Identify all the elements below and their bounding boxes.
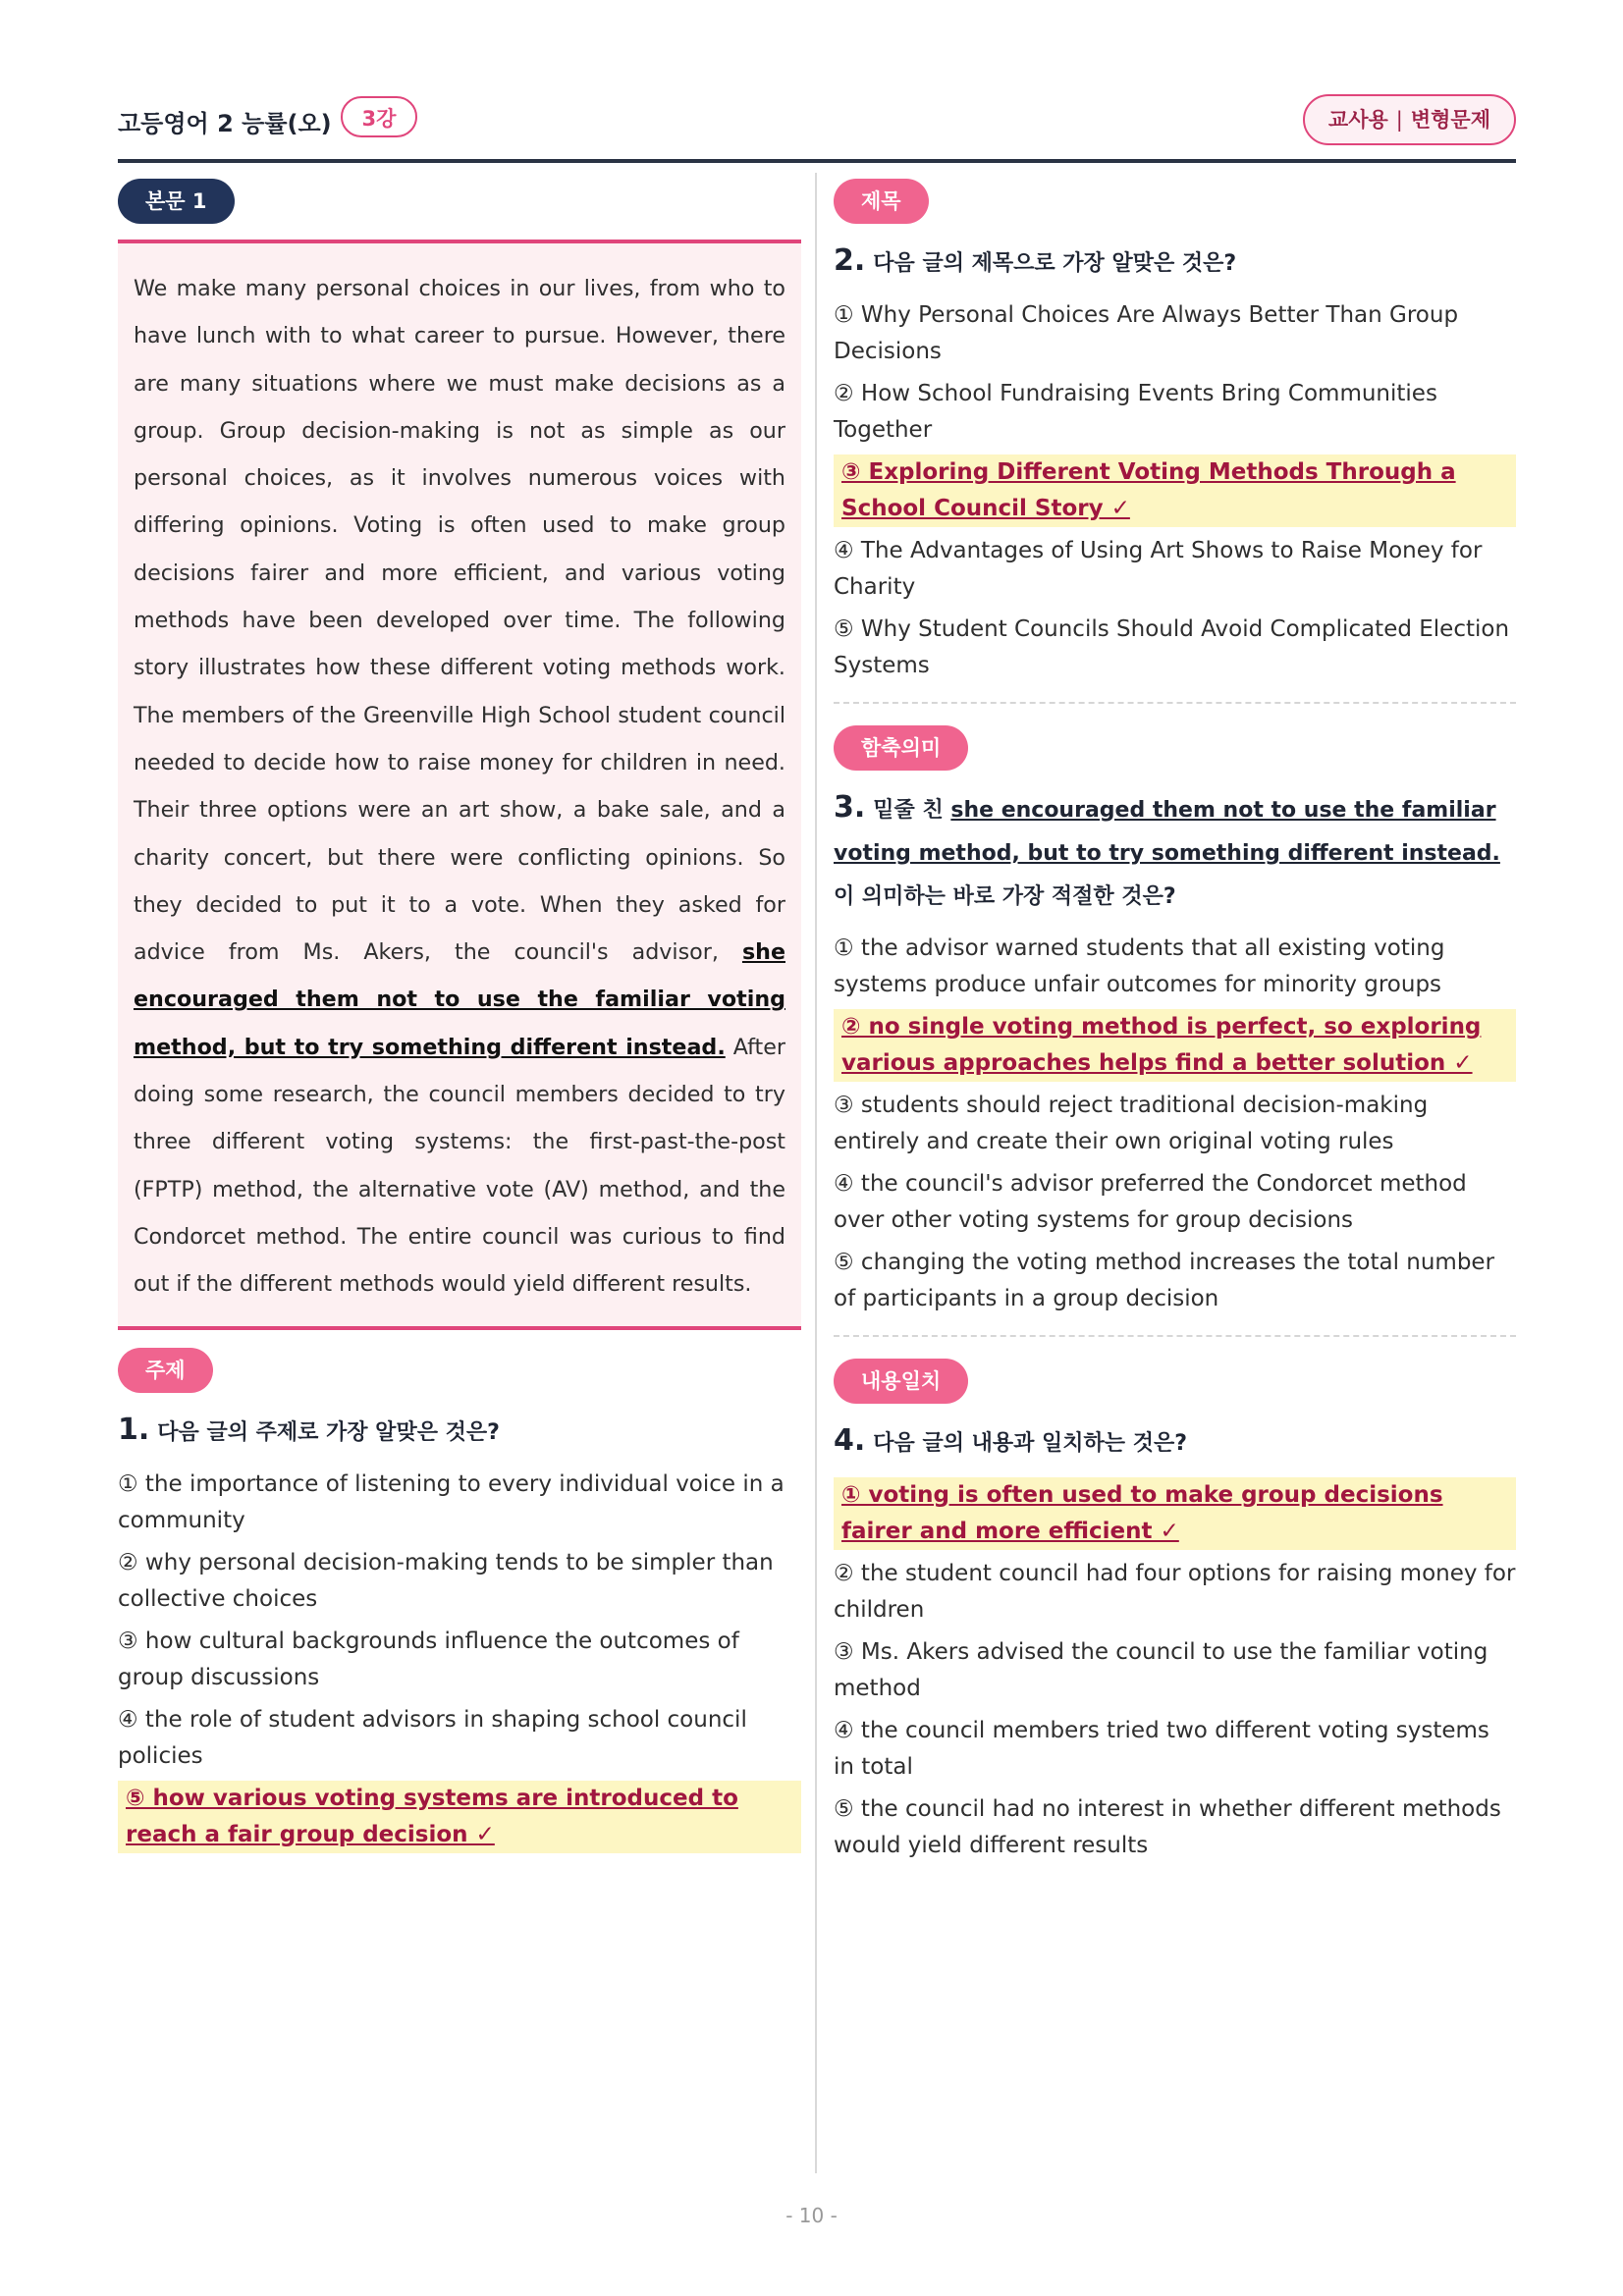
badge-separator: |	[1395, 108, 1403, 132]
q4-tag: 내용일치	[834, 1359, 968, 1404]
q4-option-4: ④ the council members tried two different voting systems in total	[834, 1718, 1489, 1780]
passage-box	[118, 240, 801, 1330]
q1-prompt: 1. 다음 글의 주제로 가장 알맞은 것은?	[118, 1412, 500, 1447]
q2-prompt: 2. 다음 글의 제목으로 가장 알맞은 것은?	[834, 243, 1237, 278]
page-header	[118, 94, 1516, 163]
section-separator	[834, 1335, 1516, 1337]
q2-tag: 제목	[834, 179, 929, 224]
q4-option-2: ② the student council had four options for raising money for children	[834, 1561, 1516, 1623]
q2-option-1: ① Why Personal Choices Are Always Better Than Group Decisions	[834, 302, 1459, 364]
q2-option-3-answer: ③ Exploring Different Voting Methods Through a School Council Story ✓	[834, 454, 1516, 527]
question-3	[834, 786, 1516, 1317]
q2-options	[834, 297, 1516, 684]
page-number: - 10 -	[785, 2204, 838, 2227]
q3-quoted-phrase: she encouraged them not to use the familiar voting method, but to try something different instead.	[834, 798, 1500, 866]
q1-number: 1.	[118, 1412, 150, 1447]
q3-option-4: ④ the council's advisor preferred the Condorcet method over other voting systems for group decisions	[834, 1171, 1467, 1233]
q3-options	[834, 931, 1516, 1317]
q1-option-3: ③ how cultural backgrounds influence the outcomes of group discussions	[118, 1628, 739, 1690]
q2-option-2: ② How School Fundraising Events Bring Communities Together	[834, 381, 1437, 443]
q1-tag: 주제	[118, 1348, 213, 1393]
lesson-badge: 3강	[341, 96, 417, 137]
q4-number: 4.	[834, 1423, 866, 1458]
passage-text-after: After doing some research, the council members decided to try three different voting systems: the first-past-the-post (FPTP) method, the alternative vote (AV) method, and the Condorcet method. The entire council was curious to find out if the different methods would yield different results.	[134, 1034, 785, 1298]
q1-option-4: ④ the role of student advisors in shaping school council policies	[118, 1706, 747, 1769]
q4-options	[834, 1477, 1516, 1864]
q3-option-3: ③ students should reject traditional decision-making entirely and create their own original voting rules	[834, 1093, 1429, 1154]
q2-number: 2.	[834, 243, 866, 278]
passage-text-before: We make many personal choices in our lives, from who to have lunch with to what career to pursue. However, there are many situations where we must make decisions as a group. Group decision-making is not as simple as our personal choices, as it involves numerous voices with differing opinions. Voting is often used to make group decisions fairer and more efficient, and various voting methods have been developed over time. The following story illustrates how these different voting methods work. The members of the Greenville High School student council needed to decide how to raise money for children in need. Their three options were an art show, a bake sale, and a charity concert, but there were conflicting opinions. So they decided to put it to a vote. When they asked for advice from Ms. Akers, the council's advisor,	[134, 276, 785, 966]
right-column	[834, 179, 1516, 1870]
q2-option-4: ④ The Advantages of Using Art Shows to Raise Money for Charity	[834, 538, 1483, 600]
question-2	[834, 240, 1516, 684]
passage-text	[134, 265, 785, 1308]
q1-option-1: ① the importance of listening to every individual voice in a community	[118, 1470, 784, 1533]
question-1	[118, 1409, 801, 1853]
left-column	[118, 179, 801, 1859]
q3-option-2-answer: ② no single voting method is perfect, so exploring various approaches helps find a better solution ✓	[834, 1009, 1516, 1082]
passage-label: 본문 1	[118, 179, 235, 224]
q3-number: 3.	[834, 790, 866, 825]
q4-option-3: ③ Ms. Akers advised the council to use the familiar voting method	[834, 1639, 1488, 1701]
q3-option-1: ① the advisor warned students that all existing voting systems produce unfair outcomes for minority groups	[834, 935, 1445, 997]
q3-tag: 함축의미	[834, 725, 968, 771]
book-title: 고등영어 2 능률(오)	[118, 110, 332, 137]
q1-option-5-answer: ⑤ how various voting systems are introduced to reach a fair group decision ✓	[118, 1781, 801, 1853]
q3-prompt: 3. 밑줄 친 she encouraged them not to use the familiar voting method, but to try something different instead.이 의미하는 바로 가장 적절한 것은?	[834, 790, 1500, 909]
q4-prompt: 4. 다음 글의 내용과 일치하는 것은?	[834, 1423, 1187, 1458]
q2-option-5: ⑤ Why Student Councils Should Avoid Complicated Election Systems	[834, 616, 1510, 678]
teacher-badge	[1303, 94, 1516, 145]
q1-options	[118, 1467, 801, 1853]
section-separator	[834, 702, 1516, 704]
badge-type-label: 변형문제	[1410, 108, 1490, 132]
q3-option-5: ⑤ changing the voting method increases the total number of participants in a group decision	[834, 1250, 1495, 1311]
badge-teacher-label: 교사용	[1327, 108, 1388, 132]
q1-option-2: ② why personal decision-making tends to be simpler than collective choices	[118, 1549, 774, 1612]
passage-highlight: she encouraged them not to use the familiar voting method, but to try something different instead.	[134, 939, 785, 1060]
q4-option-5: ⑤ the council had no interest in whether different methods would yield different results	[834, 1796, 1501, 1858]
column-divider	[815, 173, 817, 2173]
q4-option-1-answer: ① voting is often used to make group decisions fairer and more efficient ✓	[834, 1477, 1516, 1550]
question-4	[834, 1419, 1516, 1864]
